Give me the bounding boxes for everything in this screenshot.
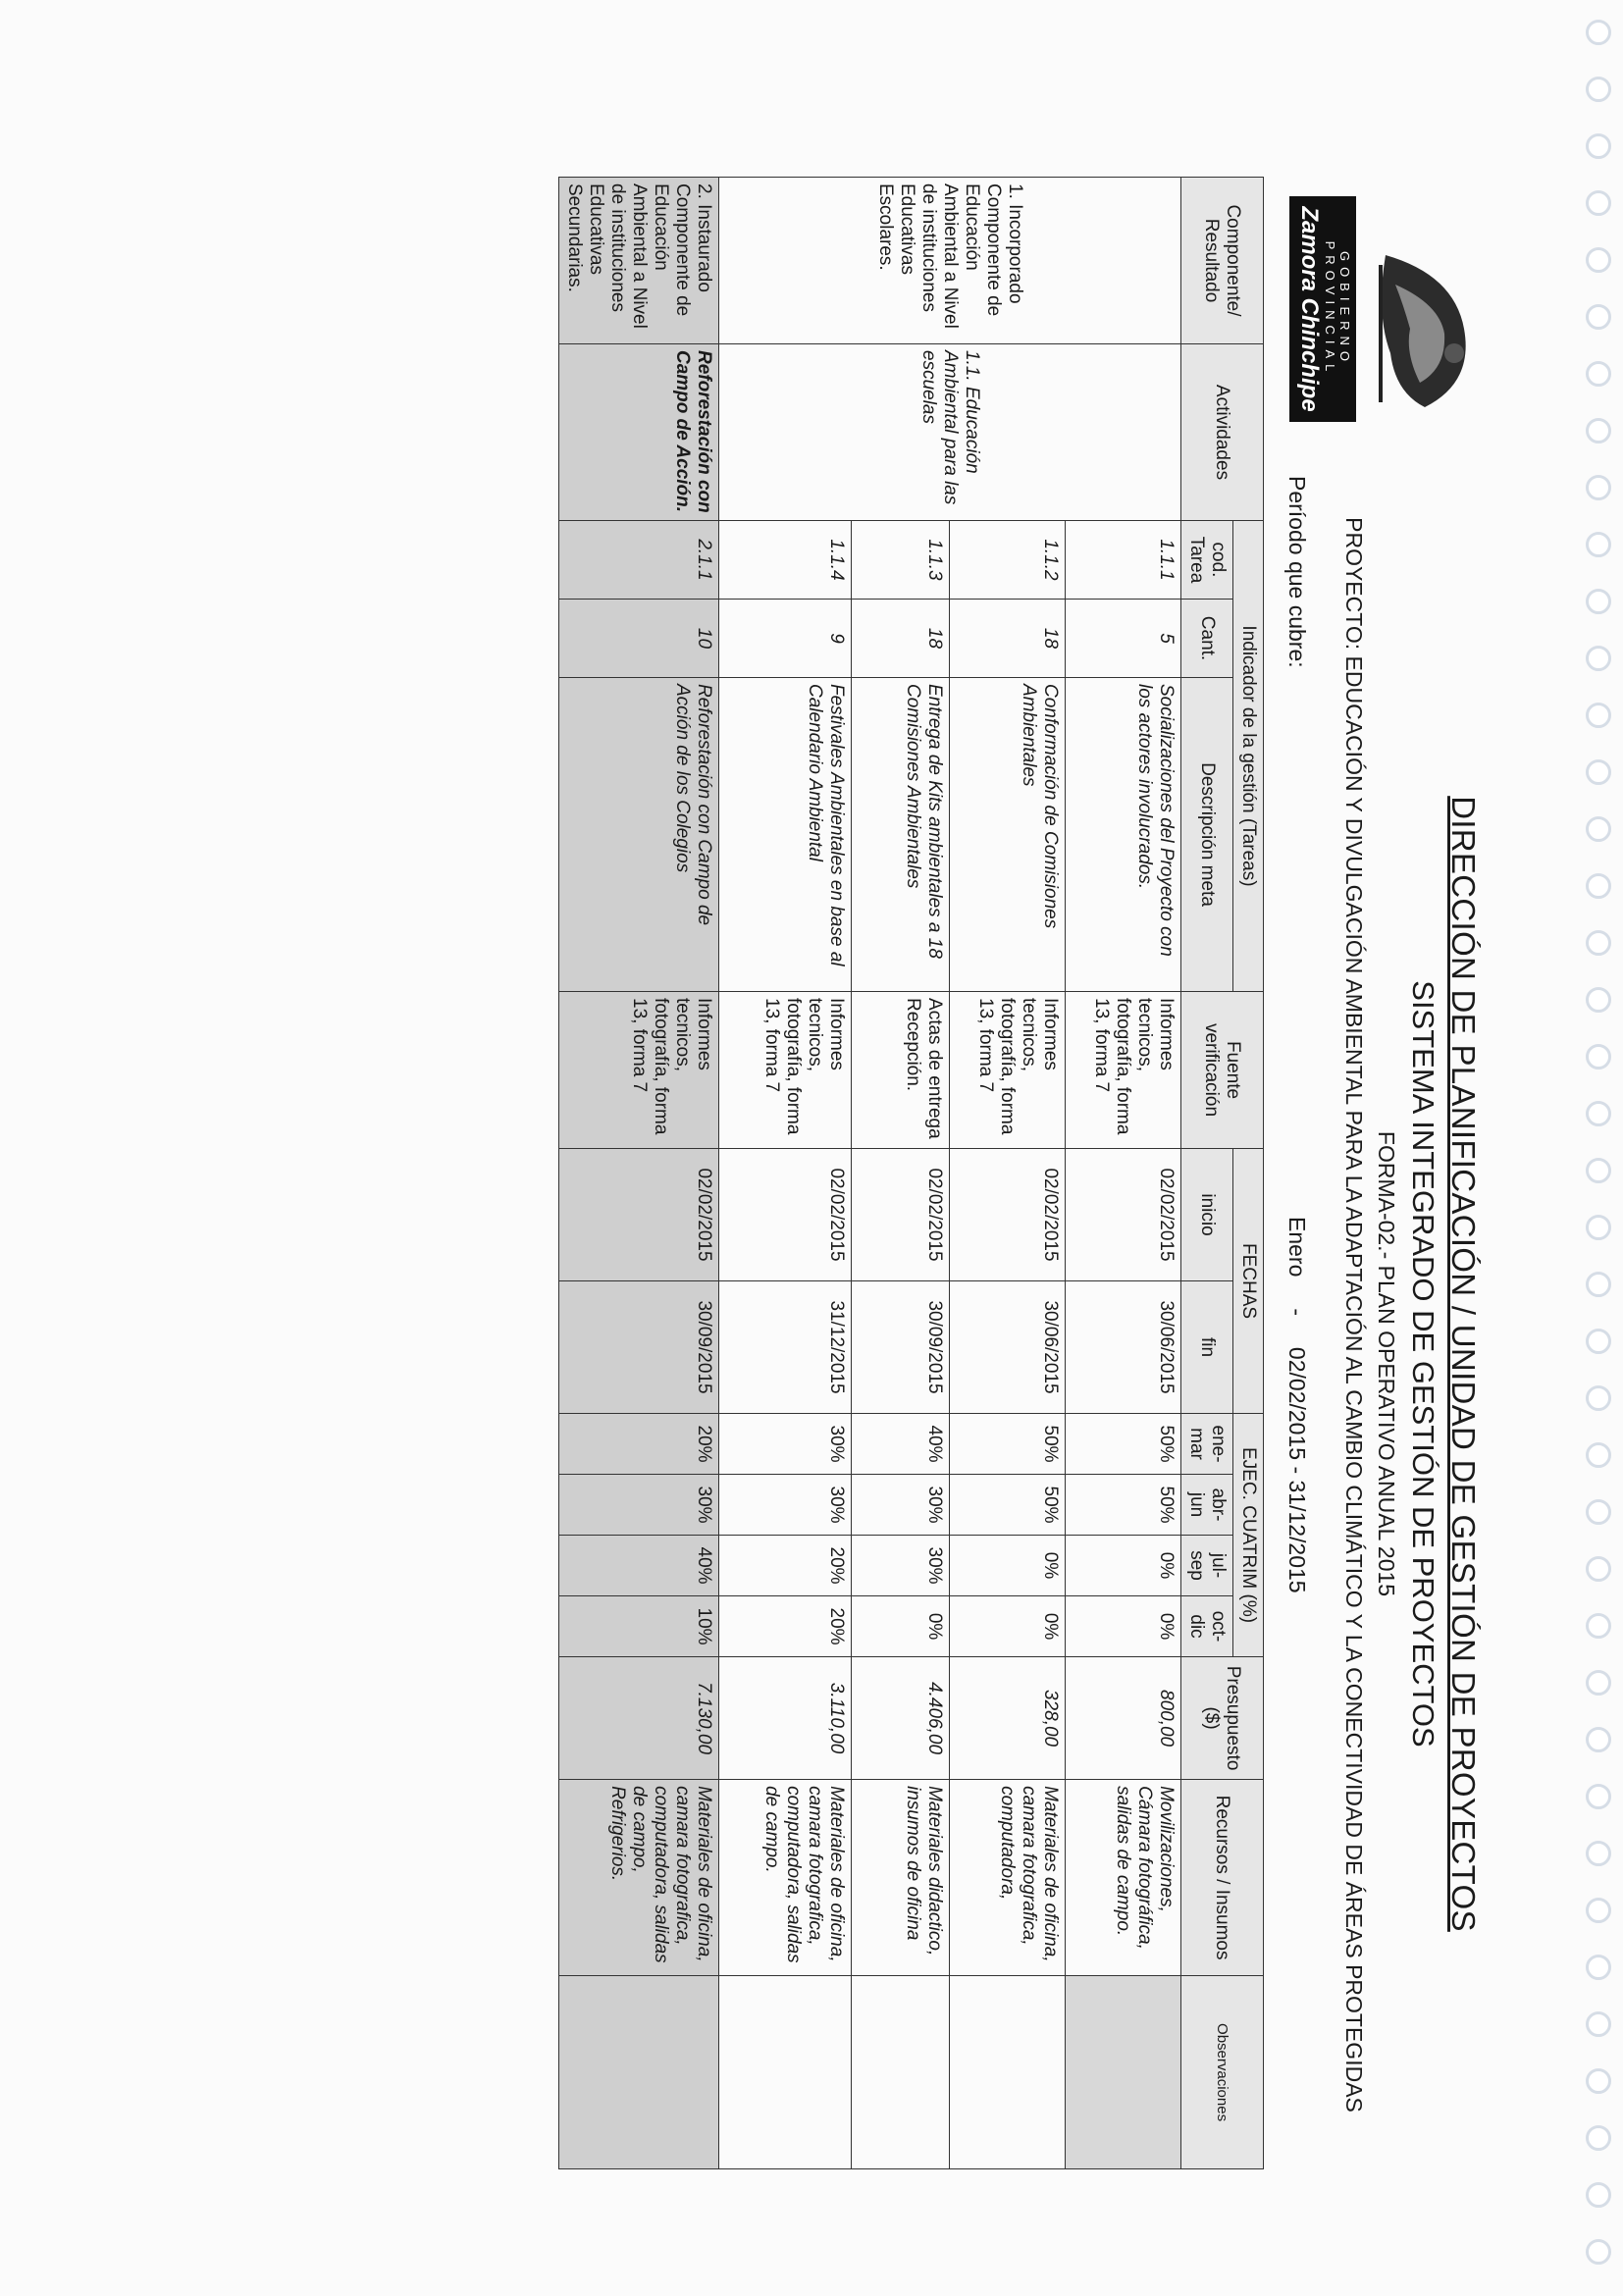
header-ejec: EJEC. CUATRIM (%) [1233,1414,1264,1657]
binder-hole [1586,304,1611,330]
row-q4: 10% [559,1596,719,1657]
header-observaciones: Observaciones [1181,1976,1264,2169]
binder-hole [1586,1158,1611,1183]
row-fuente: Informes tecnicos, fotografía, forma 13, forma 7 [559,992,719,1149]
row-fin: 31/12/2015 [719,1281,852,1414]
row-recursos: Materiales de oficina, camara fotografica, computadora, salidas de campo, Refrigerios. [559,1780,719,1976]
header-fechas: FECHAS [1233,1149,1264,1414]
project-title: PROYECTO: EDUCACIÓN Y DIVULGACIÓN AMBIENTAL PARA LA ADAPTACIÓN AL CAMBIO CLIMÁTICO Y LA CONECTIVIDAD DE ÁREAS PROTEGIDAS [1341,517,1367,2113]
header-recursos: Recursos / Insumos [1181,1780,1264,1976]
row-q2: 30% [559,1475,719,1536]
row-q3: 0% [950,1536,1066,1596]
rotated-page [0,137,1492,2198]
row-fuente: Informes tecnicos, fotografía, forma 13, forma 7 [950,992,1066,1149]
logo-text-box [1289,196,1356,422]
binder-hole [1586,1329,1611,1354]
row-presupuesto: 4.406,00 [852,1657,950,1780]
componente-1: 1. Incorporado Componente de Educación Ambiental a Nivel de instituciones Educativas Escolares. [719,178,1181,344]
binder-hole [1586,361,1611,387]
binder-hole [1586,1955,1611,1980]
binder-hole [1586,2125,1611,2151]
binder-hole [1586,2068,1611,2094]
row-presupuesto: 328,00 [950,1657,1066,1780]
binder-hole [1586,2239,1611,2265]
header-componente: Componente/ Resultado [1181,178,1264,344]
binder-hole [1586,418,1611,444]
componente-2: 2. Instaurado Componente de Educación Ambiental a Nivel de instituciones Educativas Secundarias. [559,178,719,344]
row-recursos: Materiales de oficina, camara fotografica, computadora, salidas de campo. [719,1780,852,1976]
operative-plan-table [558,177,1264,2168]
row-q4: 0% [852,1596,950,1657]
binder-hole [1586,1556,1611,1582]
header-q2: abr-jun [1181,1475,1233,1536]
binder-hole [1586,1499,1611,1525]
binder-hole [1586,247,1611,273]
row-q4: 20% [719,1596,852,1657]
row-cod: 2.1.1 [559,521,719,600]
binder-hole [1586,930,1611,956]
logo-line-2: Zamora Chinchipe [1296,206,1323,412]
row-fuente: Actas de entrega Recepción. [852,992,950,1149]
binder-hole [1586,1727,1611,1752]
binder-hole [1586,759,1611,785]
row-desc: Entrega de Kits ambientales a 18 Comisiones Ambientales [852,678,950,992]
binder-hole [1586,1385,1611,1411]
binder-hole [1586,987,1611,1013]
binder-hole [1586,2011,1611,2037]
row-fuente: Informes tecnicos, fotografía, forma 13, forma 7 [719,992,852,1149]
actividad-2: Reforestación con Campo de Acción. [559,344,719,521]
binder-hole [1586,20,1611,45]
row-fin: 30/09/2015 [559,1281,719,1414]
row-fin: 30/06/2015 [950,1281,1066,1414]
binder-hole [1586,77,1611,102]
row-q2: 50% [950,1475,1066,1536]
row-presupuesto: 800,00 [1066,1657,1181,1780]
header-fuente: Fuente verificación [1181,992,1264,1149]
binder-hole [1586,1613,1611,1639]
binder-hole [1586,1784,1611,1809]
binder-hole [1586,873,1611,899]
row-inicio: 02/02/2015 [852,1149,950,1281]
row-observaciones [559,1976,719,2169]
row-observaciones [950,1976,1066,2169]
row-observaciones [852,1976,950,2169]
period-label: Período que cubre: [1284,476,1310,668]
row-q3: 0% [1066,1536,1181,1596]
binder-hole [1586,1670,1611,1696]
row-q4: 0% [1066,1596,1181,1657]
row-cod: 1.1.3 [852,521,950,600]
document-title: DIRECCIÓN DE PLANIFICACIÓN / UNIDAD DE GESTIÓN DE PROYECTOS [1445,796,1482,1932]
binder-hole [1586,1272,1611,1297]
table-row [559,178,719,2169]
row-presupuesto: 3.110,00 [719,1657,852,1780]
row-q3: 20% [719,1536,852,1596]
logo-line-1: GOBIERNO PROVINCIAL [1323,240,1352,378]
document-subtitle: SISTEMA INTEGRADO DE GESTIÓN DE PROYECTOS [1406,980,1440,1748]
binder-hole [1586,1101,1611,1126]
header-actividades: Actividades [1181,344,1264,521]
header-inicio: inicio [1181,1149,1233,1281]
binder-hole [1586,475,1611,500]
binder-hole [1586,133,1611,159]
header-q3: jul-sep [1181,1536,1233,1596]
logo-emblem-icon [1366,235,1484,422]
header-row-1 [1233,178,1264,2169]
row-recursos: Materiales didactico, insumos de oficina [852,1780,950,1976]
row-q2: 50% [1066,1475,1181,1536]
row-q1: 20% [559,1414,719,1475]
binder-hole [1586,816,1611,842]
row-cod: 1.1.2 [950,521,1066,600]
binder-hole [1586,1841,1611,1866]
row-q1: 40% [852,1414,950,1475]
row-cod: 1.1.1 [1066,521,1181,600]
header-q1: ene-mar [1181,1414,1233,1475]
binder-holes [1584,20,1617,2276]
row-recursos: Materiales de oficina, camara fotografica, computadora, [950,1780,1066,1976]
row-q1: 50% [1066,1414,1181,1475]
binder-hole [1586,1215,1611,1240]
row-cant: 10 [559,600,719,678]
header-indicador: Indicador de la gestión (Tareas) [1233,521,1264,992]
row-cod: 1.1.4 [719,521,852,600]
binder-hole [1586,703,1611,728]
row-q1: 30% [719,1414,852,1475]
row-presupuesto: 7.130,00 [559,1657,719,1780]
binder-hole [1586,646,1611,671]
binder-hole [1586,190,1611,216]
row-q2: 30% [719,1475,852,1536]
period-value: Enero - 02/02/2015 - 31/12/2015 [1284,1217,1310,1593]
header-desc: Descripción meta [1181,678,1233,992]
binder-hole [1586,2182,1611,2208]
header-presupuesto: Presupuesto ($) [1181,1657,1264,1780]
row-desc: Socializaciones del Proyecto con los actores involucrados. [1066,678,1181,992]
row-fin: 30/06/2015 [1066,1281,1181,1414]
actividad-1: 1.1. Educación Ambiental para las escuelas [719,344,1181,521]
row-inicio: 02/02/2015 [559,1149,719,1281]
row-inicio: 02/02/2015 [719,1149,852,1281]
row-observaciones [719,1976,852,2169]
binder-hole [1586,532,1611,557]
provincial-government-logo [1297,196,1484,422]
binder-hole [1586,1442,1611,1468]
row-q3: 40% [559,1536,719,1596]
row-q4: 0% [950,1596,1066,1657]
row-inicio: 02/02/2015 [950,1149,1066,1281]
binder-hole [1586,1044,1611,1070]
row-desc: Festivales Ambientales en base al Calendario Ambiental [719,678,852,992]
row-cant: 18 [950,600,1066,678]
row-fin: 30/09/2015 [852,1281,950,1414]
form-title: FORMA-02.- PLAN OPERATIVO ANUAL 2015 [1374,1130,1399,1597]
row-fuente: Informes tecnicos, fotografía, forma 13, forma 7 [1066,992,1181,1149]
header-fin: fin [1181,1281,1233,1414]
row-cant: 5 [1066,600,1181,678]
row-q1: 50% [950,1414,1066,1475]
row-cant: 18 [852,600,950,678]
row-inicio: 02/02/2015 [1066,1149,1181,1281]
row-q2: 30% [852,1475,950,1536]
binder-hole [1586,589,1611,614]
row-desc: Reforestación con Campo de Acción de los Colegios [559,678,719,992]
header-cod: cod. Tarea [1181,521,1233,600]
table-row [1066,178,1181,2169]
row-cant: 9 [719,600,852,678]
row-desc: Conformación de Comisiones Ambientales [950,678,1066,992]
header-cant: Cant. [1181,600,1233,678]
binder-hole [1586,1898,1611,1923]
row-observaciones [1066,1976,1181,2169]
row-recursos: Movilizaciones, Cámara fotográfica, salidas de campo. [1066,1780,1181,1976]
header-q4: oct-dic [1181,1596,1233,1657]
row-q3: 30% [852,1536,950,1596]
